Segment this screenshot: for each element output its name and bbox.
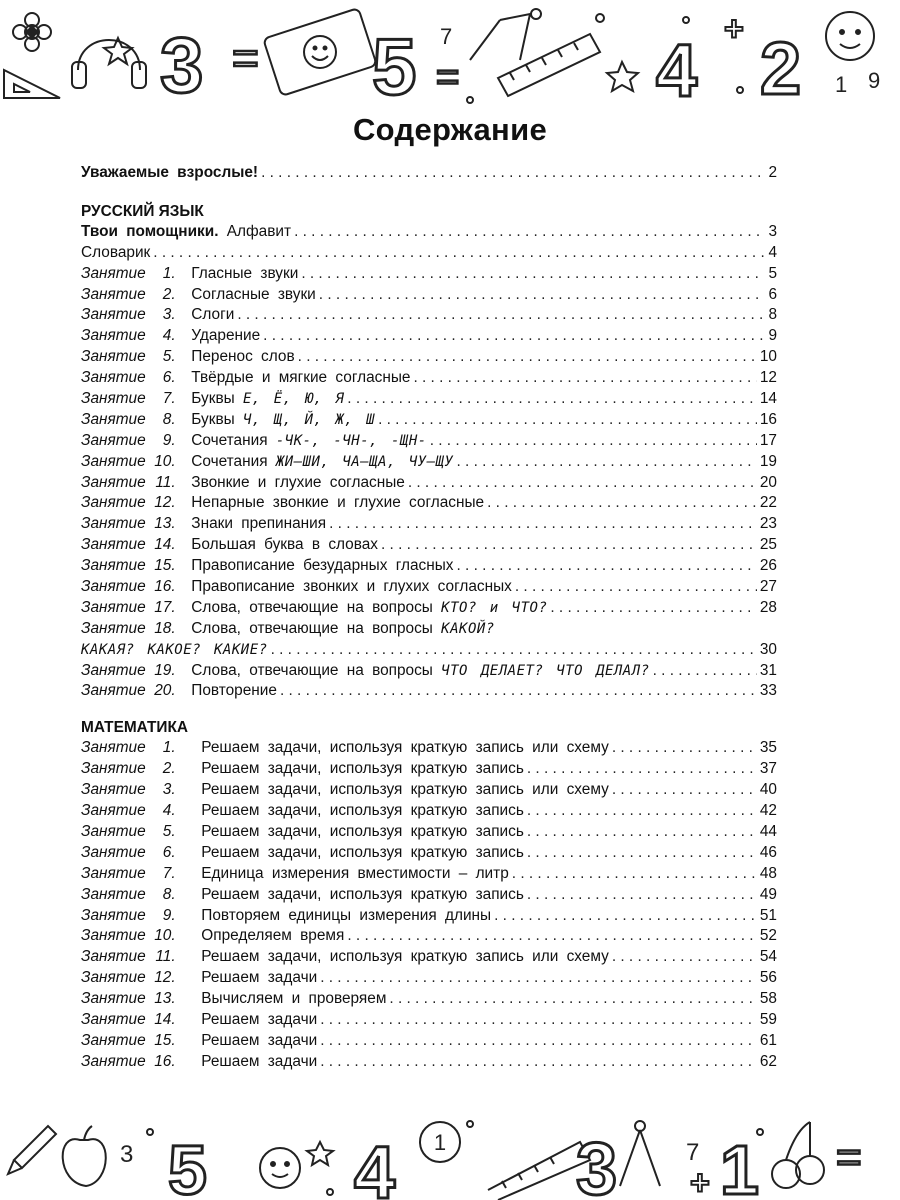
toc-entry-lesson[interactable]	[81, 968, 777, 989]
toc-entry-label: Решаем задачи	[201, 1031, 318, 1049]
page-number: 31	[759, 661, 777, 679]
lesson-number: Занятие 18.	[81, 619, 176, 637]
page-number: 10	[759, 348, 777, 366]
footer-doodle-band	[0, 1102, 900, 1200]
section-heading-math: МАТЕМАТИКА	[81, 719, 188, 737]
toc-entry-label: Уважаемые взрослые!	[81, 164, 259, 181]
leader-dots	[329, 514, 757, 535]
digit-doodle: 3	[160, 21, 204, 109]
toc-entry-intro[interactable]	[81, 163, 777, 184]
toc-entry-continuation[interactable]	[81, 640, 777, 661]
toc-entry-label: Решаем задачи, используя краткую запись или схему	[201, 739, 609, 757]
digit-doodle: 4	[354, 1131, 396, 1200]
lesson-number: Занятие 5.	[81, 348, 176, 366]
toc-entry-label: Вычисляем и проверяем	[201, 990, 387, 1008]
page-number: 14	[759, 390, 777, 408]
toc-entry-handwritten: Е, Ё, Ю, Я	[243, 391, 345, 408]
page-number: 54	[759, 948, 777, 966]
leader-dots	[389, 989, 756, 1010]
page-number: 17	[759, 431, 777, 449]
toc-entry-label: Согласные звуки	[191, 285, 316, 303]
leader-dots	[280, 681, 757, 702]
toc-entry-handwritten: Ч, Щ, Й, Ж, Ш	[243, 411, 376, 428]
page-number: 33	[759, 682, 777, 700]
toc-entry-label: Словарик	[81, 243, 151, 261]
leader-dots	[298, 347, 757, 368]
toc-entry-lesson[interactable]	[81, 410, 777, 431]
cherry-doodle-icon	[772, 1122, 824, 1188]
lesson-number: Занятие 16.	[81, 1052, 176, 1070]
page-number: 5	[768, 264, 777, 282]
flower-doodle-icon	[13, 13, 51, 51]
page-number: 35	[759, 739, 777, 757]
lesson-number: Занятие 11.	[81, 473, 176, 491]
toc-entry-label: Повторяем единицы измерения длины	[201, 906, 492, 924]
toc-entry-lesson[interactable]	[81, 1052, 777, 1073]
lesson-number: Занятие 19.	[81, 661, 176, 679]
compass-doodle-icon	[470, 9, 541, 60]
page-number: 49	[759, 885, 777, 903]
digit-doodle: 9	[868, 68, 881, 93]
page-title: Содержание	[353, 112, 547, 147]
leader-dots	[378, 410, 757, 431]
lesson-number: Занятие 12.	[81, 969, 176, 987]
page-number: 37	[759, 760, 777, 778]
toc-entry-lesson[interactable]	[81, 738, 777, 759]
leader-dots	[550, 598, 757, 619]
leader-dots	[320, 1031, 757, 1052]
leader-dots	[347, 389, 757, 410]
leader-dots	[381, 535, 757, 556]
toc-entry-label: Ударение	[191, 327, 261, 345]
toc-entry-label: Буквы	[191, 390, 235, 408]
toc-entry-lesson[interactable]	[81, 619, 777, 640]
leader-dots	[319, 285, 764, 306]
lesson-number: Занятие 10.	[81, 927, 176, 945]
toc-entry-lesson[interactable]	[81, 452, 777, 473]
toc-entry-lesson[interactable]	[81, 822, 777, 843]
toc-entry-label: Определяем время	[201, 927, 345, 945]
digit-doodle: 5	[168, 1131, 207, 1200]
plus-doodle: +	[724, 10, 744, 48]
table-of-contents	[81, 163, 777, 1073]
toc-entry-label: Слоги	[191, 306, 235, 324]
lesson-number: Занятие 8.	[81, 885, 176, 903]
toc-entry-lesson[interactable]	[81, 843, 777, 864]
plus-doodle: +	[690, 1164, 710, 1200]
digit-doodle: 2	[760, 27, 802, 110]
lesson-number: Занятие 11.	[81, 948, 176, 966]
leader-dots	[320, 1052, 757, 1073]
digit-doodle: 7	[440, 24, 453, 49]
lesson-number: Занятие 13.	[81, 990, 176, 1008]
toc-entry-lesson[interactable]	[81, 661, 777, 682]
page-number: 48	[759, 864, 777, 882]
toc-entry-helpers[interactable]	[81, 222, 777, 243]
toc-entry-label: Сочетания	[191, 431, 268, 449]
page-number: 26	[759, 557, 777, 575]
toc-entry-label: Решаем задачи, используя краткую запись	[201, 760, 524, 778]
math-lessons-list	[81, 738, 777, 1072]
toc-entry-label: Алфавит	[226, 222, 292, 240]
leader-dots	[430, 431, 757, 452]
lesson-number: Занятие 6.	[81, 843, 176, 861]
page-number: 59	[759, 1010, 777, 1028]
toc-entry-lesson[interactable]	[81, 759, 777, 780]
leader-dots	[456, 556, 756, 577]
lesson-number: Занятие 4.	[81, 802, 176, 820]
leader-dots	[487, 493, 757, 514]
digit-doodle: 3	[576, 1127, 618, 1200]
toc-entry-label: Решаем задачи, используя краткую запись	[201, 843, 524, 861]
toc-entry-label: Звонкие и глухие согласные	[191, 473, 405, 491]
digit-doodle: 5	[372, 22, 417, 110]
page-number: 16	[759, 410, 777, 428]
lesson-number: Занятие 14.	[81, 1010, 176, 1028]
toc-entry-handwritten: КТО? и ЧТО?	[441, 599, 548, 616]
leader-dots	[612, 738, 757, 759]
toc-entry-label: Слова, отвечающие на вопросы	[191, 598, 433, 616]
toc-entry-dictionary[interactable]	[81, 243, 777, 264]
digit-doodle: 1	[835, 72, 848, 97]
page-number: 46	[759, 843, 777, 861]
compass-doodle-icon	[620, 1121, 660, 1186]
leader-dots	[527, 801, 757, 822]
lesson-number: Занятие 1.	[81, 264, 176, 282]
leader-dots	[408, 473, 757, 494]
page-number: 12	[759, 369, 777, 387]
leader-dots	[237, 305, 764, 326]
lesson-number: Занятие 3.	[81, 781, 176, 799]
leader-dots	[515, 577, 757, 598]
pencil-doodle-icon	[8, 1126, 56, 1174]
toc-entry-lesson[interactable]	[81, 885, 777, 906]
toc-entry-lesson[interactable]	[81, 431, 777, 452]
leader-dots	[527, 822, 757, 843]
lesson-number: Занятие 4.	[81, 327, 176, 345]
toc-entry-label: Решаем задачи, используя краткую запись	[201, 822, 524, 840]
lesson-number: Занятие 7.	[81, 864, 176, 882]
toc-entry-lesson[interactable]	[81, 1031, 777, 1052]
leader-dots	[612, 780, 757, 801]
page-number: 19	[759, 452, 777, 470]
leader-dots	[320, 968, 757, 989]
page-number: 23	[759, 515, 777, 533]
toc-entry-label: Решаем задачи	[201, 1010, 318, 1028]
toc-entry-lesson[interactable]	[81, 535, 777, 556]
toc-entry-label-bold: Твои помощники.	[81, 222, 219, 240]
toc-entry-lesson[interactable]	[81, 989, 777, 1010]
page-number: 20	[759, 473, 777, 491]
page-number: 6	[768, 285, 777, 303]
page-number: 3	[768, 222, 777, 240]
lesson-number: Занятие 13.	[81, 515, 176, 533]
toc-entry-lesson[interactable]	[81, 577, 777, 598]
toc-entry-lesson[interactable]	[81, 556, 777, 577]
toc-entry-handwritten: -ЧК-, -ЧН-, -ЩН-	[275, 432, 427, 449]
apple-doodle-icon	[63, 1126, 106, 1186]
page-number: 40	[759, 781, 777, 799]
lesson-number: Занятие 2.	[81, 285, 176, 303]
section-heading-russian: РУССКИЙ ЯЗЫК	[81, 202, 204, 220]
lesson-number: Занятие 2.	[81, 760, 176, 778]
toc-entry-lesson[interactable]	[81, 926, 777, 947]
toc-entry-label: Гласные звуки	[191, 264, 299, 282]
lesson-number: Занятие 15.	[81, 1031, 176, 1049]
toc-entry-label: Решаем задачи, используя краткую запись	[201, 885, 524, 903]
toc-entry-lesson[interactable]	[81, 801, 777, 822]
page-number: 27	[759, 578, 777, 596]
leader-dots	[413, 368, 756, 389]
toc-entry-handwritten: КАКАЯ? КАКОЕ? КАКИЕ?	[81, 641, 268, 658]
header-doodle-band	[0, 0, 900, 110]
page-folio: 1	[433, 1130, 447, 1155]
toc-entry-label: Буквы	[191, 410, 235, 428]
lesson-number: Занятие 5.	[81, 822, 176, 840]
leader-dots	[494, 906, 757, 927]
toc-entry-label: Решаем задачи, используя краткую запись или схему	[201, 948, 609, 966]
lesson-number: Занятие 10.	[81, 452, 176, 470]
digit-doodle: 1	[720, 1131, 759, 1200]
page-number: 56	[759, 969, 777, 987]
equals-doodle: =	[836, 1133, 862, 1182]
leader-dots	[457, 452, 757, 473]
page-number: 58	[759, 990, 777, 1008]
toc-entry-lesson[interactable]	[81, 473, 777, 494]
toc-entry-lesson[interactable]	[81, 305, 777, 326]
leader-dots	[263, 326, 764, 347]
toc-entry-lesson[interactable]	[81, 780, 777, 801]
page-number: 30	[759, 640, 777, 658]
page-number: 52	[759, 927, 777, 945]
lesson-number: Занятие 9.	[81, 431, 176, 449]
page-number: 62	[759, 1052, 777, 1070]
toc-entry-lesson[interactable]	[81, 598, 777, 619]
page-number: 51	[759, 906, 777, 924]
page-number: 28	[759, 598, 777, 616]
lesson-number: Занятие 7.	[81, 390, 176, 408]
leader-dots	[301, 264, 764, 285]
leader-dots	[347, 926, 757, 947]
toc-entry-lesson[interactable]	[81, 947, 777, 968]
toc-entry-label: Большая буква в словах	[191, 536, 378, 554]
digit-doodle: 3	[120, 1141, 134, 1168]
page-number: 8	[768, 306, 777, 324]
page-number: 22	[759, 494, 777, 512]
page-number-circle	[420, 1122, 460, 1162]
russian-lessons-list	[81, 264, 777, 703]
lesson-number: Занятие 3.	[81, 306, 176, 324]
leader-dots	[653, 661, 757, 682]
banknote-smiley-doodle-icon	[263, 8, 377, 96]
page-number: 4	[768, 243, 777, 261]
leader-dots	[271, 640, 757, 661]
leader-dots	[261, 163, 764, 184]
toc-entry-lesson[interactable]	[81, 864, 777, 885]
leader-dots	[153, 243, 764, 264]
toc-entry-handwritten: ЖИ–ШИ, ЧА–ЩА, ЧУ–ЩУ	[275, 453, 454, 470]
toc-entry-label: Единица измерения вместимости – литр	[201, 864, 509, 882]
toc-entry-label: Решаем задачи, используя краткую запись или схему	[201, 781, 609, 799]
page-number: 25	[759, 536, 777, 554]
lesson-number: Занятие 6.	[81, 369, 176, 387]
lesson-number: Занятие 17.	[81, 598, 176, 616]
toc-entry-handwritten: ЧТО ДЕЛАЕТ? ЧТО ДЕЛАЛ?	[441, 662, 650, 679]
toc-entry-label: Решаем задачи	[201, 969, 318, 987]
toc-entry-label: Правописание безударных гласных	[191, 557, 454, 575]
triangle-ruler-doodle-icon	[4, 70, 60, 98]
toc-entry-lesson[interactable]	[81, 389, 777, 410]
star-doodle-icon	[307, 1142, 333, 1165]
digit-doodle: 7	[686, 1139, 700, 1166]
kid-face-doodle-icon	[826, 12, 874, 60]
page-number: 61	[759, 1031, 777, 1049]
toc-entry-lesson[interactable]	[81, 326, 777, 347]
page-number: 2	[768, 164, 777, 181]
lesson-number: Занятие 20.	[81, 682, 176, 700]
leader-dots	[612, 947, 757, 968]
toc-entry-label: Правописание звонких и глухих согласных	[191, 578, 512, 596]
equals-doodle: =	[436, 55, 460, 99]
digit-doodle: 4	[656, 29, 698, 110]
lesson-number: Занятие 9.	[81, 906, 176, 924]
page-number: 42	[759, 802, 777, 820]
lesson-number: Занятие 14.	[81, 536, 176, 554]
lesson-number: Занятие 8.	[81, 410, 176, 428]
toc-entry-lesson[interactable]	[81, 906, 777, 927]
toc-entry-label: Решаем задачи	[201, 1052, 318, 1070]
leader-dots	[527, 885, 757, 906]
leader-dots	[294, 222, 764, 243]
equals-doodle: =	[232, 32, 259, 84]
lesson-number: Занятие 16.	[81, 578, 176, 596]
toc-entry-label: Перенос слов	[191, 348, 295, 366]
kid-face-doodle-icon	[260, 1148, 300, 1188]
toc-entry-label: Твёрдые и мягкие согласные	[191, 369, 411, 387]
page-number: 9	[768, 327, 777, 345]
leader-dots	[512, 864, 757, 885]
toc-entry-lesson[interactable]	[81, 368, 777, 389]
toc-entry-label: Знаки препинания	[191, 515, 327, 533]
star-doodle-icon	[607, 62, 638, 91]
leader-dots	[527, 759, 757, 780]
toc-entry-label: Повторение	[191, 682, 277, 700]
lesson-number: Занятие 1.	[81, 739, 176, 757]
toc-entry-lesson[interactable]	[81, 493, 777, 514]
toc-entry-lesson[interactable]	[81, 1010, 777, 1031]
toc-entry-label: Слова, отвечающие на вопросы	[191, 619, 433, 637]
toc-entry-lesson[interactable]	[81, 514, 777, 535]
toc-entry-label: Непарные звонкие и глухие согласные	[191, 494, 485, 512]
toc-entry-label: Решаем задачи, используя краткую запись	[201, 802, 524, 820]
toc-entry-label: Сочетания	[191, 452, 268, 470]
leader-dots	[527, 843, 757, 864]
toc-entry-lesson[interactable]	[81, 681, 777, 702]
ruler-doodle-icon	[488, 1142, 590, 1200]
toc-entry-lesson[interactable]	[81, 264, 777, 285]
page-number: 44	[759, 822, 777, 840]
lesson-number: Занятие 15.	[81, 557, 176, 575]
toc-entry-handwritten: КАКОЙ?	[441, 620, 495, 637]
toc-entry-label: Слова, отвечающие на вопросы	[191, 661, 433, 679]
toc-entry-lesson[interactable]	[81, 285, 777, 306]
leader-dots	[320, 1010, 757, 1031]
ruler-doodle-icon	[498, 34, 600, 96]
lesson-number: Занятие 12.	[81, 494, 176, 512]
toc-entry-lesson[interactable]	[81, 347, 777, 368]
